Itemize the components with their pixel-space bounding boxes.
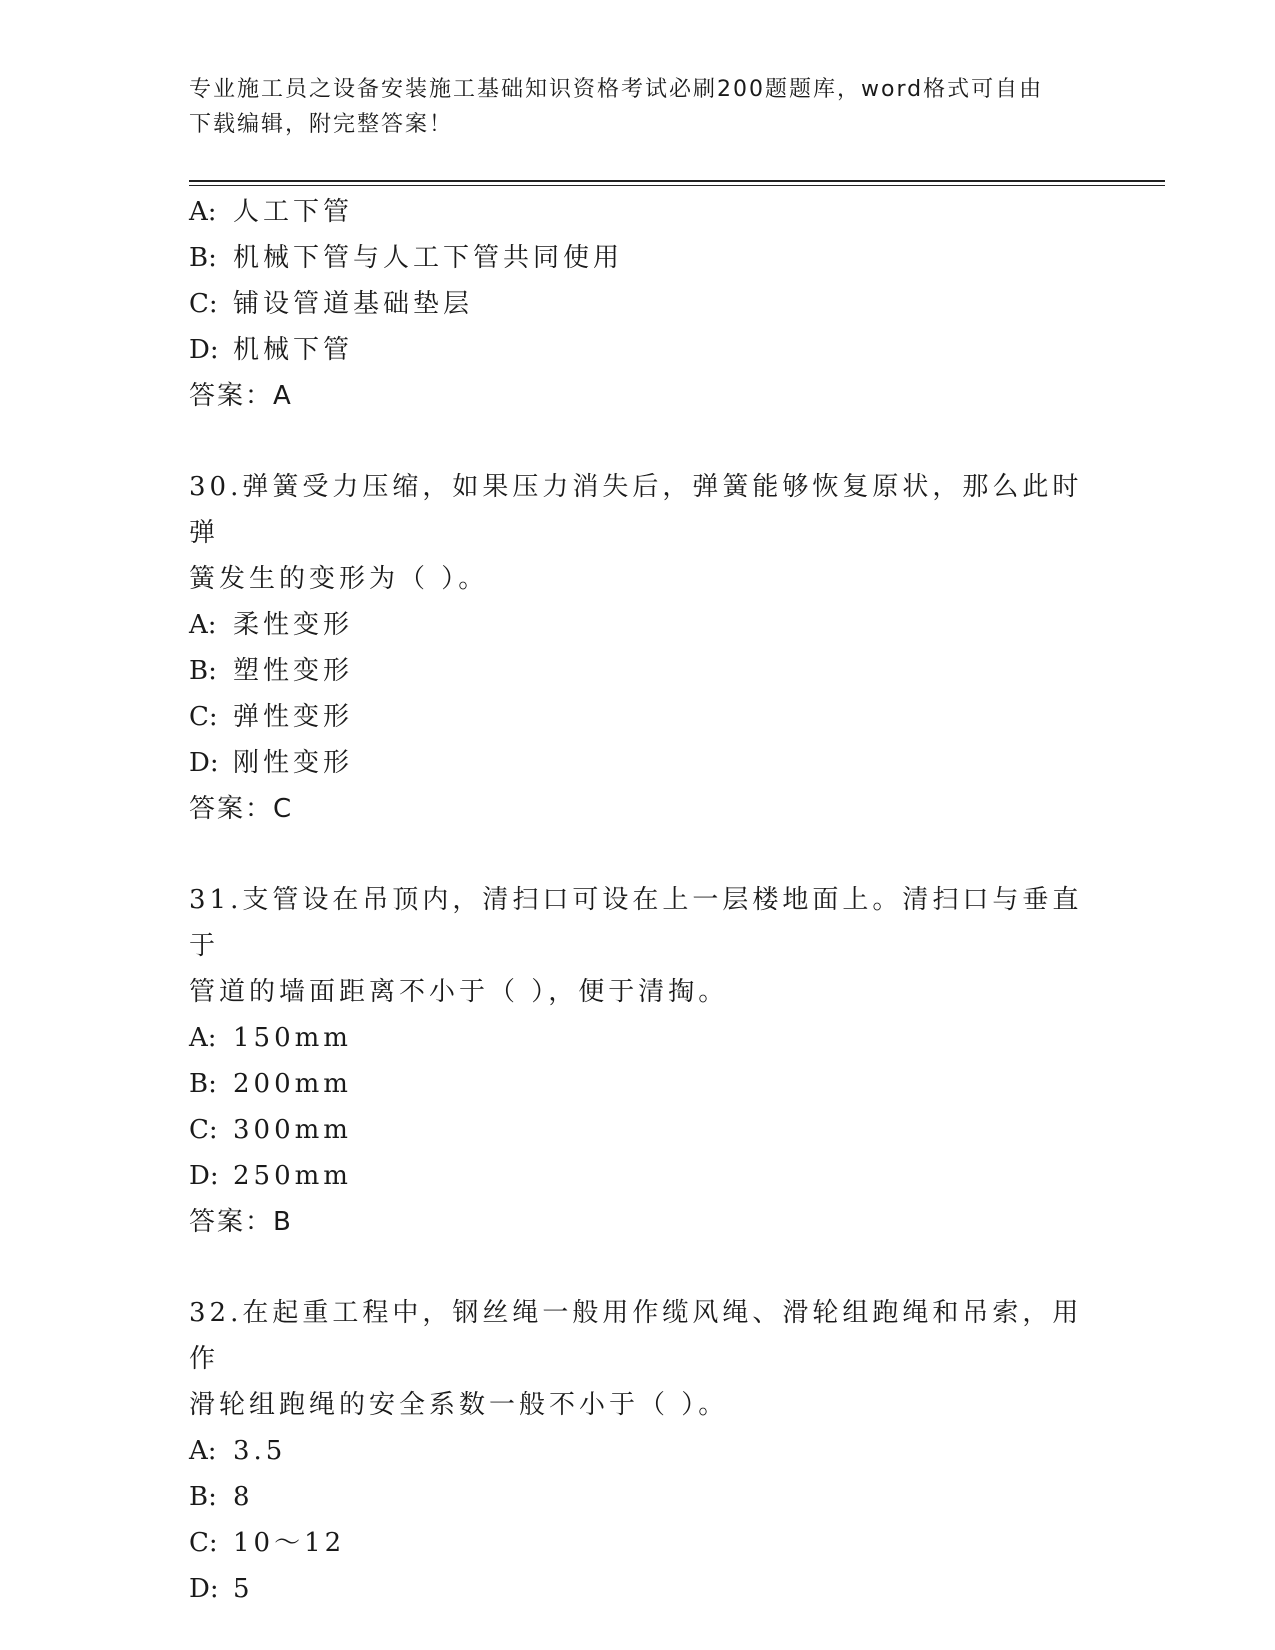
- header-divider: [189, 180, 1165, 186]
- option-b: B: 8: [189, 1482, 254, 1512]
- option-a: A: 柔性变形: [189, 610, 354, 640]
- option-c: C: 300mm: [189, 1115, 352, 1145]
- option-d: D: 5: [189, 1574, 254, 1604]
- answer: 答案：B: [189, 1207, 293, 1237]
- option-c: C: 铺设管道基础垫层: [189, 289, 474, 319]
- option-a: A: 150mm: [189, 1023, 352, 1053]
- option-c: C: 10～12: [189, 1528, 346, 1558]
- header-line-1: 专业施工员之设备安装施工基础知识资格考试必刷200题题库，word格式可自由: [189, 77, 1044, 102]
- option-a: A: 人工下管: [189, 197, 354, 227]
- option-d: D: 250mm: [189, 1161, 352, 1191]
- question-stem: 30.弹簧受力压缩，如果压力消失后，弹簧能够恢复原状，那么此时弹 簧发生的变形为（ ）。: [189, 472, 1083, 594]
- option-d: D: 机械下管: [189, 335, 354, 365]
- option-d: D: 刚性变形: [189, 748, 354, 778]
- option-b: B: 200mm: [189, 1069, 352, 1099]
- header-line-2: 下载编辑，附完整答案！: [189, 112, 454, 137]
- question-32: [189, 1290, 1089, 1612]
- question-30: [189, 464, 1089, 832]
- question-stem: 31.支管设在吊顶内，清扫口可设在上一层楼地面上。清扫口与垂直于 管道的墙面距离不小于（ ），便于清掏。: [189, 885, 1083, 1007]
- question-31: [189, 877, 1089, 1245]
- option-c: C: 弹性变形: [189, 702, 354, 732]
- option-b: B: 塑性变形: [189, 656, 354, 686]
- option-a: A: 3.5: [189, 1436, 287, 1466]
- question-29: [189, 189, 1089, 419]
- question-list: [189, 189, 1089, 1612]
- question-stem: 32.在起重工程中，钢丝绳一般用作缆风绳、滑轮组跑绳和吊索，用作 滑轮组跑绳的安全系数一般不小于（ ）。: [189, 1298, 1083, 1420]
- answer: 答案：C: [189, 794, 294, 824]
- option-b: B: 机械下管与人工下管共同使用: [189, 243, 624, 273]
- document-header: [189, 72, 1089, 142]
- answer: 答案：A: [189, 381, 293, 411]
